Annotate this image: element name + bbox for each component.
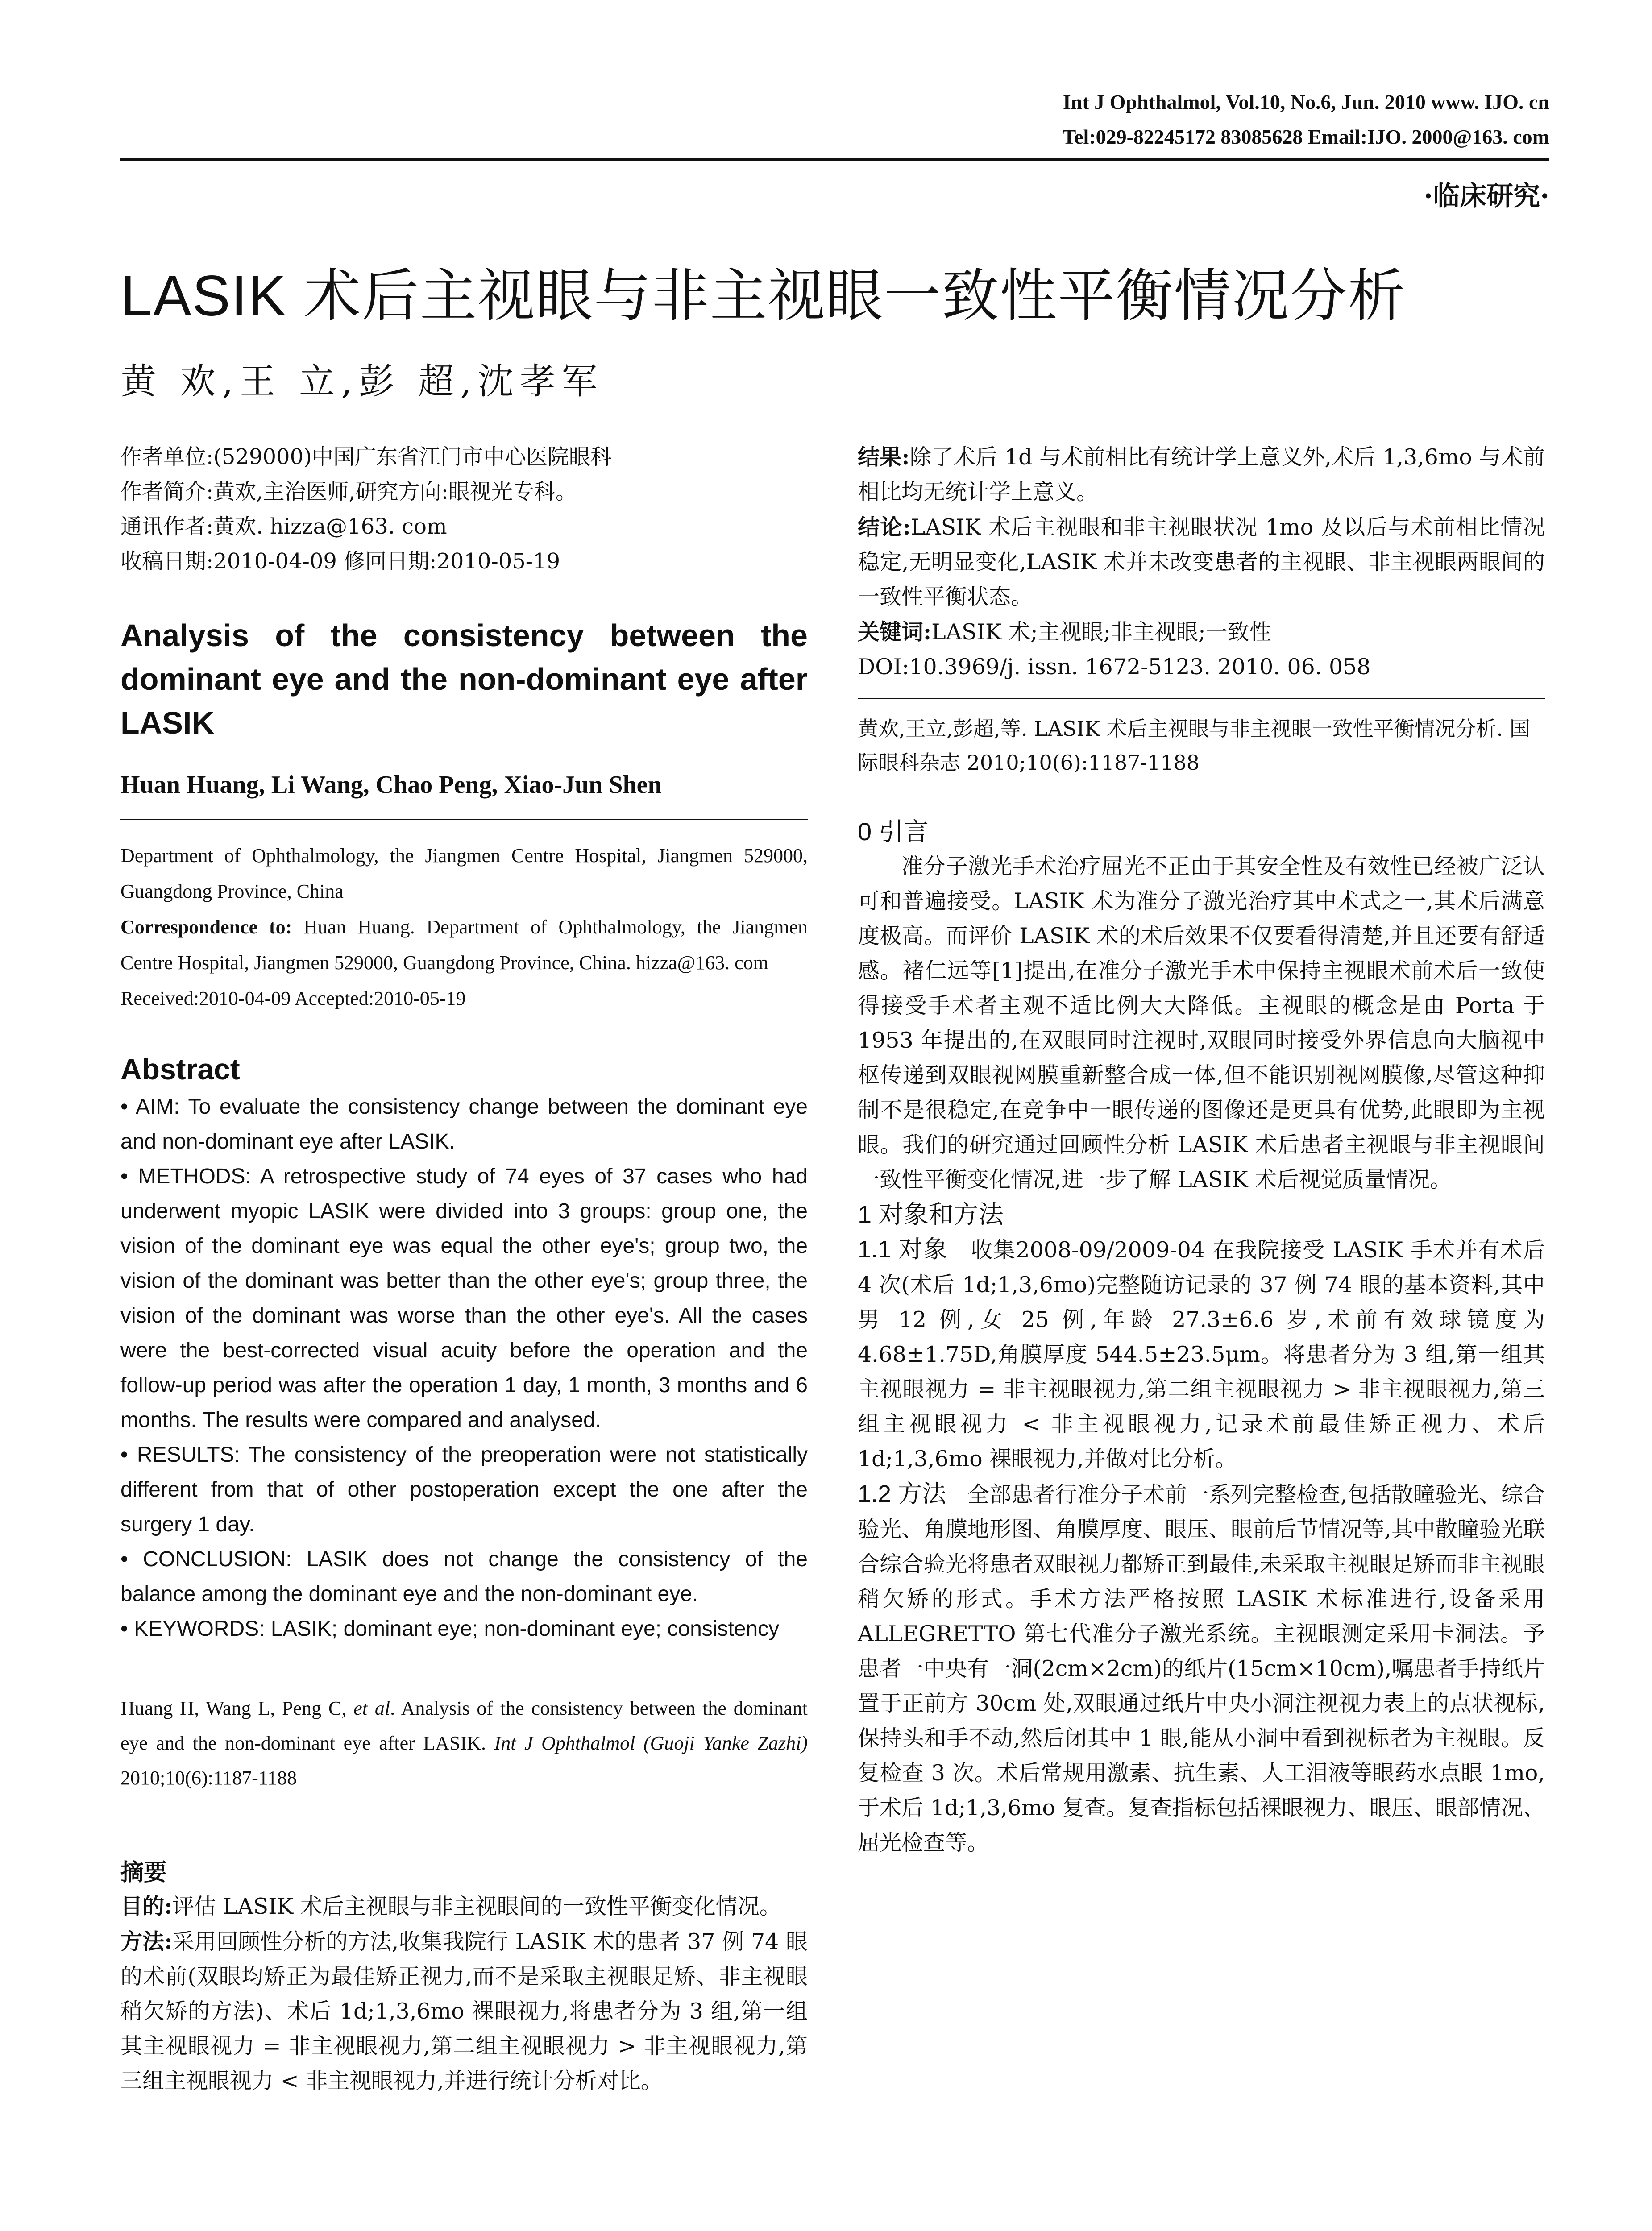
abstract-cn-results-text: 除了术后 1d 与术前相比有统计学上意义外,术后 1,3,6mo 与术前相比均无统计学上意义。 — [858, 444, 1545, 505]
methods-paragraph — [858, 1476, 1545, 1860]
header-divider — [120, 158, 1549, 161]
citation-cn: 黄欢,王立,彭超,等. LASIK 术后主视眼与非主视眼一致性平衡情况分析. 国际眼科杂志 2010;10(6):1187-1188 — [858, 717, 1530, 775]
abstract-cn-results-label: 结果: — [858, 444, 910, 470]
abstract-cn-results — [858, 440, 1545, 510]
english-dates: Received:2010-04-09 Accepted:2010-05-19 — [120, 987, 466, 1009]
abstract-cn-keywords — [858, 614, 1545, 650]
author-divider — [120, 819, 808, 820]
abstract-cn-conclusion — [858, 510, 1545, 614]
correspondence-label: Correspondence to: — [120, 916, 292, 938]
abstract-cn-aim-label: 目的: — [120, 1893, 173, 1919]
abstract-results: • RESULTS: The consistency of the preoperation were not statistically different from that of other postoperation except the one after the surgery 1 day. — [120, 1443, 808, 1536]
citation-divider — [858, 698, 1545, 699]
doi: DOI:10.3969/j. issn. 1672-5123. 2010. 06. 058 — [858, 654, 1371, 680]
methods-heading: 1 对象和方法 — [858, 1200, 1004, 1228]
abstract-cn-methods-start — [120, 1924, 808, 2098]
corresponding-author: 通讯作者:黄欢. hizza@163. com — [120, 514, 447, 539]
english-authors: Huan Huang, Li Wang, Chao Peng, Xiao-Jun Shen — [120, 771, 662, 799]
abstract-cn-conclusion-label: 结论: — [858, 514, 911, 540]
citation-en-authors: Huang H, Wang L, Peng C, — [120, 1697, 347, 1719]
abstract-cn-aim-text: 评估 LASIK 术后主视眼与非主视眼间的一致性平衡变化情况。 — [172, 1894, 781, 1919]
methods-text: 全部患者行准分子术前一系列完整检查,包括散瞳验光、综合验光、角膜地形图、角膜厚度、眼压、眼前后节情况等,其中散瞳验光联合综合验光将患者双眼视力都矫正到最佳,未采取主视眼足矫而非主视眼稍欠矫的形式。手术方法严格按照 LASIK 术标准进行,设备采用 ALLEGRETTO 第七代准分子激光系统。主视眼测定采用卡洞法。予患者一中央有一洞(2cm×2cm)的纸片(15cm×10cm),嘱患者手持纸片置于正前方 30cm 处,双眼通过纸片中央小洞注视视力表上的点状视标,保持头和手不动,然后闭其中 1 眼,能从小洞中看到视标者为主视眼。反复检查 3 次。术后常规用激素、抗生素、人工泪液等眼药水点眼 1mo,于术后 1d;1,3,6mo 复查。复查指标包括裸眼视力、眼压、眼部情况、屈光检查等。 — [858, 1482, 1545, 1855]
abstract-cn-keywords-text: LASIK 术;主视眼;非主视眼;一致性 — [931, 619, 1271, 645]
english-title: Analysis of the consistency between the dominant eye and the non-dominant eye after LASIK — [120, 618, 808, 740]
abstract-heading: Abstract — [120, 1053, 240, 1086]
left-column — [120, 440, 808, 2098]
subjects-label: 1.1 对象 — [858, 1236, 948, 1263]
abstract-conclusion: • CONCLUSION: LASIK does not change the consistency of the balance among the dominant eye and the non-dominant eye. — [120, 1547, 808, 1606]
right-column — [858, 440, 1545, 1860]
citation-en-tail: 2010;10(6):1187-1188 — [120, 1767, 297, 1789]
intro-heading: 0 引言 — [858, 817, 929, 846]
abstract-cn-aim — [120, 1889, 808, 1924]
section-tag: ·临床研究· — [1424, 181, 1549, 212]
citation-en-etal: et al — [353, 1697, 390, 1719]
abstract-cn-conclusion-text: LASIK 术后主视眼和非主视眼状况 1mo 及以后与术前相比情况稳定,无明显变化,LASIK 术并未改变患者的主视眼、非主视眼两眼间的一致性平衡状态。 — [858, 514, 1545, 610]
abstract-keywords: • KEYWORDS: LASIK; dominant eye; non-dominant eye; consistency — [120, 1617, 780, 1641]
abstract-aim: • AIM: To evaluate the consistency change between the dominant eye and non-dominant eye after LASIK. — [120, 1095, 808, 1153]
citation-en — [120, 1691, 808, 1796]
english-department: Department of Ophthalmology, the Jiangmen Centre Hospital, Jiangmen 529000, Guangdong Province, China — [120, 845, 808, 902]
affiliation: 作者单位:(529000)中国广东省江门市中心医院眼科 — [120, 444, 612, 469]
methods-label: 1.2 方法 — [858, 1480, 946, 1507]
journal-header-line1: Int J Ophthalmol, Vol.10, No.6, Jun. 2010 www. IJO. cn — [1063, 91, 1549, 113]
citation-en-journal: Int J Ophthalmol (Guoji Yanke Zazhi) — [494, 1732, 808, 1754]
abstract-cn-keywords-label: 关键词: — [858, 619, 932, 645]
intro-paragraph: 准分子激光手术治疗屈光不正由于其安全性及有效性已经被广泛认可和普遍接受。LASIK 术为准分子激光治疗其中术式之一,其术后满意度极高。而评价 LASIK 术的术后效果不仅要看得清楚,并且还要有舒适感。褚仁远等[1]提出,在准分子激光手术中保持主视眼术前术后一致使得接受手术者主观不适比例大大降低。主视眼的概念是由 Porta 于 1953 年提出的,在双眼同时注视时,双眼同时接受外界信息向大脑视中枢传递到双眼视网膜重新整合成一体,但不能识别视网膜像,尽管这种抑制不是很稳定,在竞争中一眼传递的图像还是更具有优势,此眼即为主视眼。我们的研究通过回顾性分析 LASIK 术后患者主视眼与非主视眼间一致性平衡变化情况,进一步了解 LASIK 术后视觉质量情况。 — [858, 854, 1545, 1192]
correspondence-text: Huan Huang. Department of Ophthalmology, the Jiangmen Centre Hospital, Jiangmen 529000, Guangdong Province, China. hizza@163. com — [120, 916, 808, 974]
journal-header-line2: Tel:029-82245172 83085628 Email:IJO. 2000@163. com — [1062, 125, 1549, 148]
abstract-cn-heading: 摘要 — [120, 1859, 167, 1886]
citation-en-text: . Analysis of the consistency between the dominant eye and the non-dominant eye after LASIK. — [120, 1697, 808, 1754]
author-bio: 作者简介:黄欢,主治医师,研究方向:眼视光专科。 — [120, 479, 577, 504]
english-correspondence — [120, 909, 808, 981]
authors-cn: 黄 欢,王 立,彭 超,沈孝军 — [120, 361, 604, 402]
article-title: LASIK 术后主视眼与非主视眼一致性平衡情况分析 — [120, 264, 1406, 328]
subjects-paragraph — [858, 1232, 1545, 1476]
abstract-cn-methods-text: 采用回顾性分析的方法,收集我院行 LASIK 术的患者 37 例 74 眼的术前(双眼均矫正为最佳矫正视力,而不是采取主视眼足矫、非主视眼稍欠矫的方法)、术后 1d;1,3,6mo 裸眼视力,将患者分为 3 组,第一组其主视眼视力 = 非主视眼视力,第二组主视眼视力 > 非主视眼视力,第三组主视眼视力 < 非主视眼视力,并进行统计分析对比。 — [120, 1929, 808, 2094]
abstract-methods: • METHODS: A retrospective study of 74 eyes of 37 cases who had underwent myopic LASIK were divided into 3 groups: group one, the vision of the dominant eye was equal the other eye's; group two, the vision of the dominant was better than the other eye's; group three, the vision of the dominant was worse than the other eye's. All the cases were the best-corrected visual acuity before the operation and the follow-up period was after the operation 1 day, 1 month, 3 months and 6 months. The results were compared and analysed. — [120, 1165, 808, 1432]
received-dates: 收稿日期:2010-04-09 修回日期:2010-05-19 — [120, 549, 560, 574]
subjects-text: 收集2008-09/2009-04 在我院接受 LASIK 手术并有术后 4 次(术后 1d;1,3,6mo)完整随访记录的 37 例 74 眼的基本资料,其中男 12 例,女 25 例,年龄 27.3±6.6 岁,术前有效球镜度为 4.68±1.75D,角膜厚度 544.5±23.5μm。将患者分为 3 组,第一组其主视眼视力 = 非主视眼视力,第二组主视眼视力 > 非主视眼视力,第三组主视眼视力 < 非主视眼视力,记录术前最佳矫正视力、术后 1d;1,3,6mo 裸眼视力,并做对比分析。 — [858, 1237, 1545, 1472]
abstract-cn-methods-label: 方法: — [120, 1928, 173, 1954]
